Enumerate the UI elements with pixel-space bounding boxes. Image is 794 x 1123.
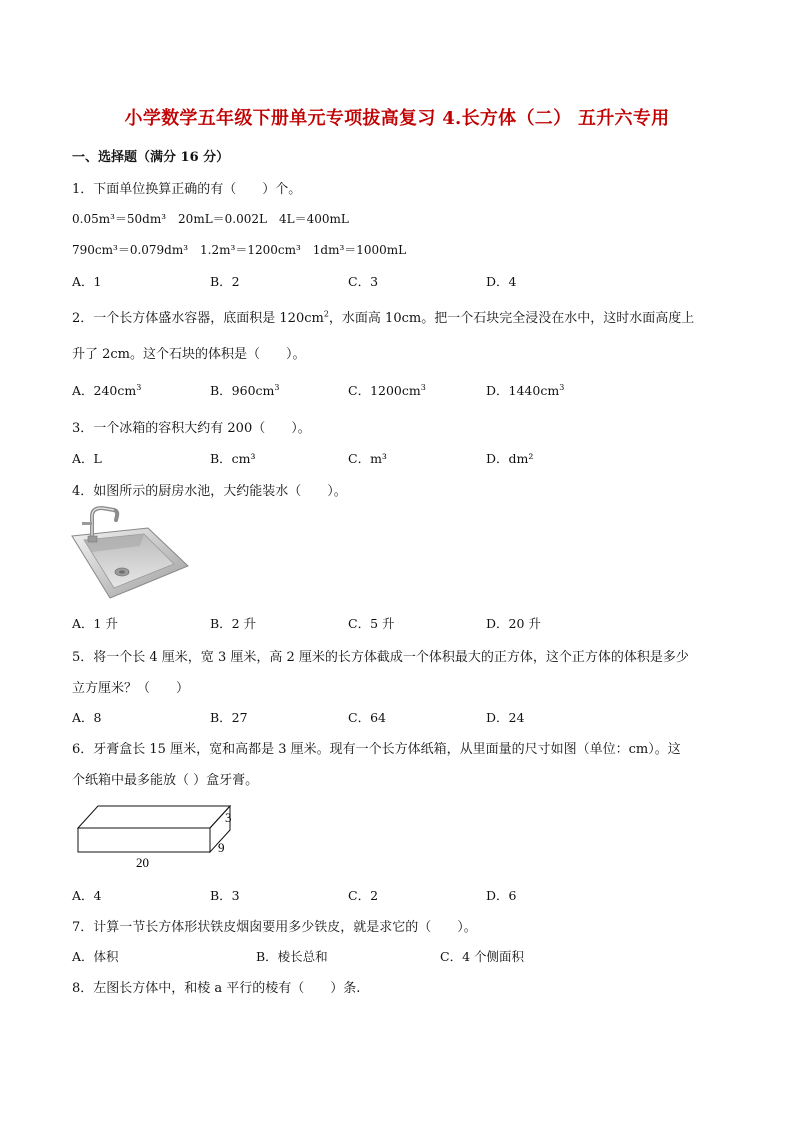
- question-6-option-c: C．2: [348, 888, 379, 903]
- question-7-option-b: B．棱长总和: [256, 949, 328, 964]
- question-5-stem-line-2: 立方厘米？（ ）: [72, 681, 190, 696]
- question-5-option-d: D．24: [486, 710, 525, 725]
- question-3-option-a: A．L: [72, 451, 102, 466]
- question-2-stem-line-2: 升了 2cm。这个石块的体积是（ ）。: [72, 347, 306, 362]
- question-1-option-a: A．1: [72, 274, 102, 289]
- question-2-option-b-sup: 3: [274, 382, 280, 392]
- question-2-option-c: [348, 381, 426, 399]
- question-7-stem: 7．计算一节长方体形状铁皮烟囱要用多少铁皮，就是求它的（ ）。: [72, 920, 477, 935]
- question-2-option-a: [72, 381, 141, 399]
- question-1-line-2: 790cm³＝0.079dm³ 1.2m³＝1200cm³ 1dm³＝1000mL: [72, 243, 407, 257]
- question-1-option-b: B．2: [210, 274, 240, 289]
- question-4-option-d: D．20 升: [486, 616, 541, 631]
- question-2-stem-part-1: 2．一个长方体盛水容器，底面积是 120cm: [72, 311, 324, 326]
- question-4-option-c: C．5 升: [348, 616, 395, 631]
- question-3-stem: 3．一个冰箱的容积大约有 200（ ）。: [72, 421, 311, 436]
- question-2-option-c-label: C．1200cm: [348, 383, 421, 398]
- question-2-option-a-sup: 3: [136, 382, 142, 392]
- question-6-option-b: B．3: [210, 888, 240, 903]
- question-2-option-a-label: A．240cm: [72, 383, 137, 398]
- question-6-option-a: A．4: [72, 888, 102, 903]
- question-5-option-c: C．64: [348, 710, 386, 725]
- question-7-option-c: C．4 个侧面积: [440, 949, 524, 964]
- question-1-option-c: C．3: [348, 274, 379, 289]
- question-2-option-c-sup: 3: [420, 382, 426, 392]
- question-2-option-d: [486, 381, 564, 399]
- question-6-stem-line-2: 个纸箱中最多能放（ ）盒牙膏。: [72, 773, 259, 788]
- question-2-option-b-label: B．960cm: [210, 383, 275, 398]
- question-4-option-a: A．1 升: [72, 616, 118, 631]
- box-width-label: 9: [218, 840, 225, 855]
- question-2-stem-part-2: ，水面高 10cm。把一个石块完全浸没在水中，这时水面高度上: [328, 311, 695, 326]
- question-2-option-d-sup: 3: [559, 382, 565, 392]
- question-4-option-b: B．2 升: [210, 616, 257, 631]
- question-2-stem-superscript: 2: [323, 309, 329, 319]
- question-5-option-b: B．27: [210, 710, 248, 725]
- question-1-line-1: 0.05m³＝50dm³ 20mL＝0.002L 4L＝400mL: [72, 212, 349, 226]
- section-heading: 一、选择题（满分 16 分）: [72, 150, 230, 165]
- question-2-option-d-label: D．1440cm: [486, 383, 560, 398]
- question-3-option-d: D．dm²: [486, 451, 534, 466]
- carton-box-diagram: [72, 800, 242, 872]
- question-3-option-b: B．cm³: [210, 451, 256, 466]
- question-5-option-a: A．8: [72, 710, 102, 725]
- box-length-label: 20: [136, 855, 149, 870]
- question-2-stem-line-1: [72, 307, 694, 326]
- question-8-stem: 8．左图长方体中，和棱 a 平行的棱有（ ）条.: [72, 981, 361, 996]
- question-6-option-d: D．6: [486, 888, 517, 903]
- question-6-stem-line-1: 6．牙膏盒长 15 厘米，宽和高都是 3 厘米。现有一个长方体纸箱，从里面量的尺寸如图（单位：cm）。这: [72, 742, 681, 757]
- question-3-option-c: C．m³: [348, 451, 387, 466]
- question-1-stem: 1．下面单位换算正确的有（ ）个。: [72, 182, 302, 197]
- question-7-option-a: A．体积: [72, 949, 119, 964]
- kitchen-sink-image: [70, 506, 190, 600]
- question-4-stem: 4．如图所示的厨房水池，大约能装水（ ）。: [72, 484, 347, 499]
- page-title: 小学数学五年级下册单元专项拔高复习 4.长方体（二） 五升六专用: [124, 108, 670, 129]
- question-5-stem-line-1: 5．将一个长 4 厘米，宽 3 厘米，高 2 厘米的长方体截成一个体积最大的正方体，这个正方体的体积是多少: [72, 650, 689, 665]
- question-1-option-d: D．4: [486, 274, 517, 289]
- question-2-option-b: [210, 381, 280, 399]
- box-height-label: 3: [225, 810, 232, 825]
